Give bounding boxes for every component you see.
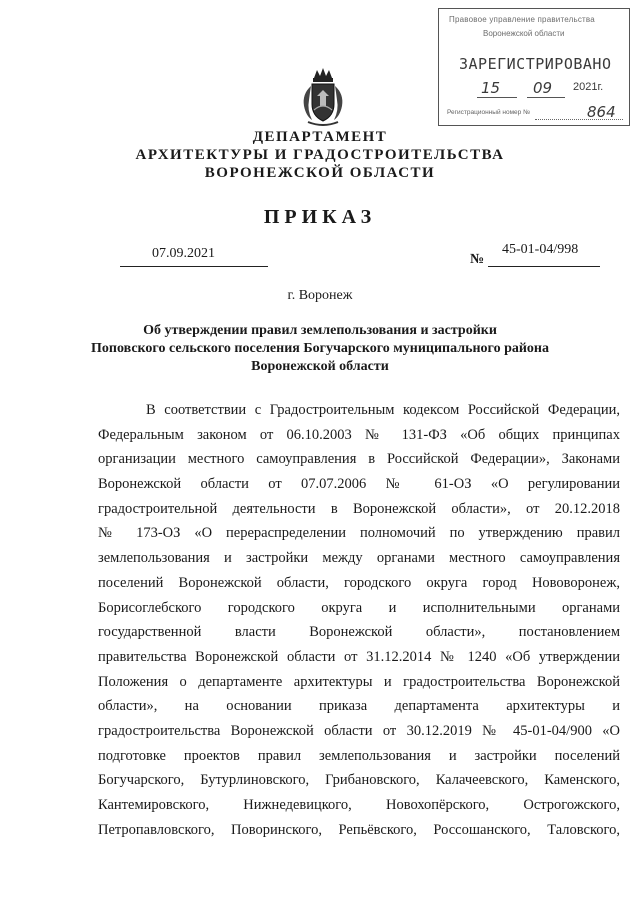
body-line: области», на основании приказа департамента архитектуры и [98, 698, 620, 715]
stamp-authority-line: Правовое управление правительства [449, 15, 595, 24]
body-line: Федеральным законом от 06.10.2003 № 131-ФЗ «Об общих принципах [98, 426, 620, 443]
body-line: правительства Воронежской области от 31.12.2014 № 1240 «Об утверждении [98, 648, 620, 665]
subject-line: Об утверждении правил землепользования и застройки [143, 323, 497, 338]
stamp-month: 09 [533, 79, 553, 97]
order-body [98, 398, 620, 842]
stamp-number: 864 [587, 103, 616, 121]
order-city: г. Воронеж [287, 288, 353, 303]
body-line: Борисоглебского городского округа и исполнительными органами [98, 599, 620, 616]
order-number: 45-01-04/998 [502, 242, 579, 257]
body-line: градостроительной деятельности в Воронежской области», от 20.12.2018 [98, 500, 620, 517]
coat-of-arms-icon [298, 66, 348, 128]
body-line: № 173-ОЗ «О перераспределении полномочий по утверждению правил [98, 525, 620, 542]
stamp-date [477, 79, 617, 99]
body-line: градостроительства Воронежской области от 30.12.2019 № 45-01-04/900 «О [98, 722, 620, 739]
registration-stamp [438, 8, 630, 126]
stamp-day: 15 [481, 79, 501, 97]
stamp-region-line: Воронежской области [483, 29, 565, 38]
body-line: Богучарского, Бутурлиновского, Грибановского, Калачеевского, Каменского, [98, 772, 620, 789]
department-title-line3: ВОРОНЕЖСКОЙ ОБЛАСТИ [204, 165, 436, 181]
body-line: подготовке проектов правил землепользования и застройки поселений [98, 747, 620, 764]
stamp-registered-label: ЗАРЕГИСТРИРОВАНО [459, 55, 612, 73]
body-line: землепользования и застройки между органами местного самоуправления [98, 550, 620, 567]
body-line: Петропавловского, Поворинского, Репьёвского, Россошанского, Таловского, [98, 821, 620, 838]
subject-line: Воронежской области [251, 359, 389, 374]
order-number-underline [488, 266, 600, 267]
body-line: государственной власти Воронежской области», постановлением [98, 624, 620, 641]
body-line: Положения о департаменте архитектуры и градостроительства Воронежской [98, 673, 620, 690]
order-subject [80, 322, 560, 376]
stamp-day-underline [477, 97, 517, 98]
stamp-number-label: Регистрационный номер № [447, 109, 531, 116]
subject-line: Поповского сельского поселения Богучарского муниципального района [91, 341, 549, 356]
order-title: ПРИКАЗ [263, 206, 377, 228]
department-title-line2: АРХИТЕКТУРЫ И ГРАДОСТРОИТЕЛЬСТВА [135, 147, 505, 163]
order-date: 07.09.2021 [152, 246, 215, 261]
department-title-line1: ДЕПАРТАМЕНТ [252, 129, 388, 145]
body-line: организации местного самоуправления в Российской Федерации», Законами [98, 451, 620, 468]
order-date-underline [120, 266, 268, 267]
stamp-year: 2021г. [573, 81, 604, 93]
body-line: Кантемировского, Нижнедевицкого, Новохопёрского, Острогожского, [98, 797, 620, 813]
body-line: В соответствии с Градостроительным кодексом Российской Федерации, [146, 402, 620, 418]
body-line: поселений Воронежской области, городского округа город Нововоронеж, [98, 574, 620, 591]
order-number-sign: № [470, 252, 485, 267]
stamp-month-underline [527, 97, 565, 98]
body-line: Воронежской области от 07.07.2006 № 61-ОЗ «О регулировании [98, 476, 620, 493]
